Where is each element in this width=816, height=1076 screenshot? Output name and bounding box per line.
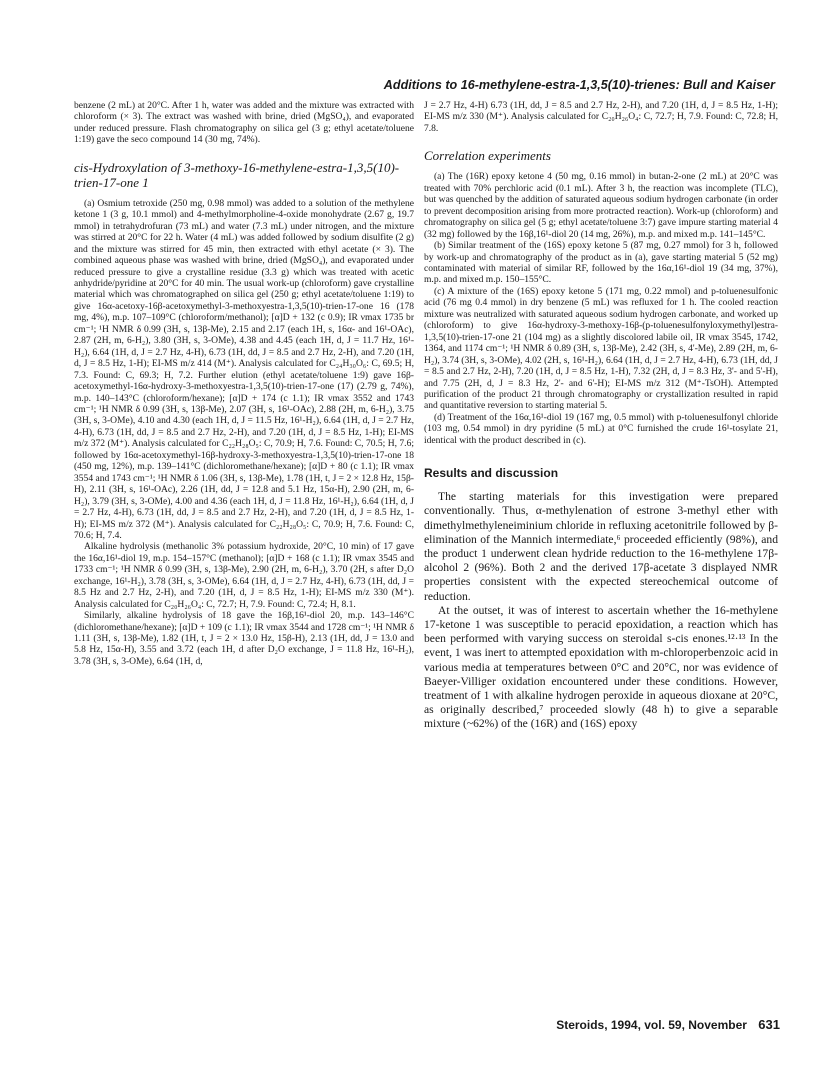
right-column [424, 100, 778, 732]
paragraph-a: (a) Osmium tetroxide (250 mg, 0.98 mmol) was added to a solution of the methylene ketone 1 (3 g, 10.1 mmol) and 4-methylmorpholine-4-oxide monohydrate (2.67 g, 19.7 mmol) in tetrahydrofuran (73 mL) and water (7.3 mL) under nitrogen, and the mixture was stirred at 20°C for 22 h. Water (4 mL) was added followed by sodium disulfite (2 g) and the mixture was stirred for 45 min, then extracted with ethyl acetate (× 3). The combined aqueous phase was washed with brine, dried (MgSO₄), and evaporated under reduced pressure to give a crystalline residue (3.3 g) which was treated with acetic anhydride/pyridine at 20°C for 40 min. The usual work-up (chloroform) gave crystalline material which was chromatographed on silica gel (250 g; ethyl acetate/toluene 1:19) to give 16α-acetoxy-16β-acetoxymethyl-3-methoxyestra-1,3,5(10)-trien-17-one 16 (178 mg, 4%), m.p. 107–109°C (chloroform/methanol); [α]D + 132 (c 0.9); IR νmax 1735 br cm⁻¹; ¹H NMR δ 0.99 (3H, s, 13β-Me), 2.15 and 2.17 (each 1H, s, 16α- and 16¹-OAc), 2.87 (2H, m, 6-H₂), 3.80 (3H, s, 3-OMe), 4.38 and 4.45 (each 1H, d, J = 11.7 Hz, 16¹-H₂), 6.64 (1H, d, J = 2.7 Hz, 4-H), 6.73 (1H, dd, J = 8.5 and 2.7 Hz, 2-H), and 7.20 (1H, d, J = 8.5 Hz, 1-H); EI-MS m/z 414 (M⁺). Analysis calculated for C₂₄H₃₀O₆: C, 69.5; H, 7.3. Found: C, 69.3; H, 7.2. Further elution (ethyl acetate/toluene 1:9) gave 16β-acetoxymethyl-16α-hydroxy-3-methoxyestra-1,3,5(10)-trien-17-one (17) (2.79 g, 74%), m.p. 140–143°C (chloroform/hexane); [α]D + 174 (c 1.1); IR νmax 3552 and 1743 cm⁻¹; ¹H NMR δ 0.99 (3H, s, 13β-Me), 2.07 (3H, s, 16¹-OAc), 2.88 (2H, m, 6-H₂), 3.75 (3H, s, 3-OMe), 4.10 and 4.30 (each 1H, d, J = 11.5 Hz, 16¹-H₂), 6.64 (1H, d, J = 2.7 Hz, 4-H), 6.73 (1H, dd, J = 8.5 and 2.7 Hz, 2-H), and 7.20 (1H, d, J = 8.5 Hz, 1-H); EI-MS m/z 372 (M⁺). Analysis calculated for C₂₂H₂₈O₅: C, 70.9; H, 7.6. Found: C, 70.5; H, 7.6; followed by 16α-acetoxymethyl-16β-hydroxy-3-methoxyestra-1,3,5(10)-trien-17-one 18 (450 mg, 12%), m.p. 139–141°C (dichloromethane/hexane); [α]D + 80 (c 1.1); IR νmax 3554 and 1743 cm⁻¹; ¹H NMR δ 1.06 (3H, s, 13β-Me), 1.78 (1H, t, J = 2 × 12.8 Hz, 15β-H), 2.11 (3H, s, 16¹-OAc), 2.26 (1H, dd, J = 12.8 and 5.1 Hz, 15α-H), 2.90 (2H, m, 6-H₂), 3.79 (3H, s, 3-OMe), 4.00 and 4.36 (each 1H, d, J = 11.8 Hz, 16¹-H₂), 6.64 (1H, d, J = 2.7 Hz, 4-H), 6.73 (1H, dd, J = 8.5 and 2.7 Hz, 2-H), and 7.20 (1H, d, J = 8.5 Hz, 1-H); EI-MS m/z 372 (M⁺). Analysis calculated for C₂₂H₂₈O₅: C, 70.9; H, 7.6. Found: C, 70.6; H, 7.4. [74, 197, 414, 541]
paragraph-alkaline-hydrolysis: Alkaline hydrolysis (methanolic 3% potassium hydroxide, 20°C, 10 min) of 17 gave the 16α,16¹-diol 19, m.p. 154–157°C (methanol); [α]D + 168 (c 1.1); IR νmax 3545 and 1733 cm⁻¹; ¹H NMR δ 0.99 (3H, s, 13β-Me), 2.90 (2H, m, 6-H₂), 3.70 (2H, s after D₂O exchange, 16¹-H₂), 3.78 (3H, s, 3-OMe), 6.64 (1H, d, J = 2.7 Hz, 4-H), 6.73 (1H, dd, J = 8.5 Hz and 2.7 Hz, 2-H), and 7.20 (1H, d, J = 8.5 Hz, 1-H); EI-MS m/z 330 (M⁺). Analysis calculated for C₂₀H₂₆O₄: C, 72.7; H, 7.9. Found: C, 72.4; H, 8.1. [74, 541, 414, 610]
correlation-paragraph-a: (a) The (16R) epoxy ketone 4 (50 mg, 0.16 mmol) in butan-2-one (2 mL) at 20°C was treated with 70% perchloric acid (0.1 mL). After 3 h, the reaction was incomplete (TLC), but was quenched by the addition of saturated aqueous sodium hydrogen carbonate (in order to prevent decomposition arising from more protracted reaction). Work-up (chloroform) and chromatography on silica gel (5 g; ethyl acetate/toluene 3:7) gave impure starting material 4 (32 mg) followed by the 16β,16¹-diol 20 (14 mg, 26%), m.p. and mixed m.p. 141–145°C. [424, 171, 778, 240]
correlation-paragraph-c: (c) A mixture of the (16S) epoxy ketone 5 (171 mg, 0.22 mmol) and p-toluenesulfonic acid (76 mg 0.4 mmol) in dry benzene (5 mL) was refluxed for 1 h. The cooled reaction mixture was neutralized with saturated aqueous sodium hydrogen carbonate, and worked up (chloroform) to give 16α-hydroxy-3-methoxy-16β-(p-toluenesulfonyloxymethyl)estra-1,3,5(10)-trien-17-one 21 (104 mg) as a slightly discolored labile oil, IR νmax 3545, 1742, 1364, and 1174 cm⁻¹; ¹H NMR δ 0.89 (3H, s, 13β-Me), 2.42 (3H, s, 4'-Me), 2.89 (2H, m, 6-H₂), 3.74 (3H, s, 3-OMe), 4.02 (2H, s, 16¹-H₂), 6.64 (1H, d, J = 2.7 Hz, 4-H), 6.73 (1H, dd, J = 8.5 and 2.7 Hz, 2-H), 7.20 (1H, d, J = 8.5 Hz, 1-H), 7.32 (2H, d, J = 8.3 Hz, 3'- and 5'-H), and 7.75 (2H, d, J = 8.3 Hz, 2'- and 6'-H); EI-MS m/z 312 (M⁺-TsOH). Attempted purification of the product 21 through chromatography or crystallization resulted in rapid and quantitative reversion to starting material 5. [424, 285, 778, 412]
subsection-title-hydroxylation: cis-Hydroxylation of 3-methoxy-16-methylene-estra-1,3,5(10)-trien-17-one 1 [74, 159, 400, 190]
subsection-title-correlation: Correlation experiments [424, 148, 551, 164]
continuation-paragraph: J = 2.7 Hz, 4-H) 6.73 (1H, dd, J = 8.5 and 2.7 Hz, 2-H), and 7.20 (1H, d, J = 8.5 Hz, 1-H); EI-MS m/z 330 (M⁺). Analysis calculated for C₂₀H₂₆O₄: C, 72.7; H, 7.9. Found: C, 72.8; H, 7.8. [424, 100, 778, 134]
page-number: 631 [758, 1017, 780, 1032]
correlation-paragraph-d: (d) Treatment of the 16α,16¹-diol 19 (167 mg, 0.5 mmol) with p-toluenesulfonyl chloride (103 mg, 0.54 mmol) in dry pyridine (5 mL) at 0°C furnished the crude 16¹-tosylate 21, identical with the product described in (c). [424, 411, 778, 446]
journal-citation: Steroids, 1994, vol. 59, November [556, 1018, 747, 1032]
section-title-results: Results and discussion [424, 466, 559, 481]
page-footer [450, 1017, 780, 1032]
correlation-paragraph-b: (b) Similar treatment of the (16S) epoxy ketone 5 (87 mg, 0.27 mmol) for 3 h, followed by work-up and chromatography of the product as in (a), gave starting material 5 (52 mg) contaminated with material of similar RF, followed by the 16α,16¹-diol 19 (34 mg, 37%), m.p. and mixed m.p. 150–155°C. [424, 240, 778, 286]
running-header: Additions to 16-methylene-estra-1,3,5(10)-trienes: Bull and Kaiser [383, 78, 775, 92]
intro-paragraph: benzene (2 mL) at 20°C. After 1 h, water was added and the mixture was extracted with chloroform (× 3). The extract was washed with brine, dried (MgSO₄), and evaporated under reduced pressure. Flash chromatography on silica gel (3 g; ethyl acetate/toluene 1:19) gave the seco compound 14 (30 mg, 74%). [74, 100, 414, 146]
results-paragraph-1: The starting materials for this investigation were prepared conventionally. Thus, α-methylenation of estrone 3-methyl ether with dimethylmethyleneiminium chloride in refluxing acetonitrile followed by β-elimination of the Mannich intermediate,⁶ proceeded efficiently (98%), and the product 1 underwent clean hydride reduction to the 16-methylene 17β-alcohol 2 (96%). Both 2 and the derived 17β-acetate 3 displayed NMR properties consistent with the expected stereochemical outcome of reduction. [424, 490, 778, 603]
results-paragraph-2: At the outset, it was of interest to ascertain whether the 16-methylene 17-ketone 1 was susceptible to peracid epoxidation, a reaction which has been performed with varying success on steroidal s-cis enones.¹²·¹³ In the event, 1 was inert to attempted epoxidation with m-chloroperbenzoic acid in various media at temperatures between 0°C and 20°C, nor was evidence of Baeyer-Villiger oxidation encountered under these conditions. However, treatment of 1 with alkaline hydrogen peroxide in aqueous dioxane at 20°C, as originally described,⁷ proceeded slowly (48 h) to give a separable mixture (~62%) of the (16R) and (16S) epoxy [424, 603, 778, 731]
paragraph-similarly: Similarly, alkaline hydrolysis of 18 gave the 16β,16¹-diol 20, m.p. 143–146°C (dichloromethane/hexane); [α]D + 109 (c 1.1); IR νmax 3544 and 1728 cm⁻¹; ¹H NMR δ 1.11 (3H, s, 13β-Me), 1.82 (1H, t, J = 2 × 13.0 Hz, 15β-H), 2.13 (1H, dd, J = 13.0 and 5.8 Hz, 15α-H), 3.55 and 3.72 (each 1H, d after D₂O exchange, J = 11.8 Hz, 16¹-H₂), 3.78 (3H, s, 3-OMe), 6.64 (1H, d, [74, 610, 414, 667]
left-column [74, 100, 414, 667]
